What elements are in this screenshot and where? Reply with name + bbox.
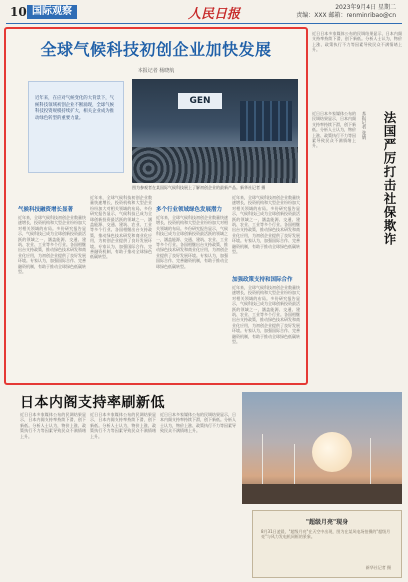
subhead-3: 加强政策支持和国际合作: [232, 277, 293, 283]
subhead-1: 气候科技融资增长显著: [18, 207, 74, 213]
sidebar-headline: 法国严厉打击社保欺诈: [382, 111, 397, 246]
newspaper-logo: 人民日报: [188, 7, 241, 22]
bottom-column-3: 近日日本多家媒体公布的民调结果显示，日本内阁支持率持续下滑，创下新低。分析人士认为，物价上涨、政策执行不力等因素导致民众不满情绪上升。: [160, 412, 236, 434]
photo-caption: 图为参观者在某国际气候科技展上了解初创企业的最新产品。新华社记者 摄: [132, 185, 266, 190]
photo-banner: GEN: [178, 93, 222, 109]
feature-column-1: 近年来，全球气候科技初创企业数量快速增长，投资机构和大型企业纷纷加大对相关领域的布局。多份研究报告显示，气候科技已成为全球创新投资最活跃的领域之一，涵盖能源、交通、建筑、农业、工业等多个行业。各国相继出台支持政策，推动绿色技术研发和商业化应用，为初创企业提供了良好发展环境。专家认为，加强国际合作、完善融资机制，有助于推动全球绿色低碳转型。: [18, 215, 86, 275]
feature-lead-box: 近年来，在应对气候变化的大背景下，气候科技领域初创企业不断涌现，全球气候科技投资规模持续扩大，相关企业成为推动绿色转型的重要力量。: [28, 81, 124, 173]
featured-article[interactable]: [4, 27, 308, 385]
subhead-2: 多个行业领域绿色发展潜力: [156, 207, 223, 213]
photo-caption-title: "超级月亮"现身: [305, 519, 349, 526]
moon: [312, 432, 352, 472]
masthead-meta: [296, 4, 396, 20]
section-tag: 国际观察: [27, 5, 77, 19]
supermoon-photo: [242, 392, 402, 504]
photo-crowd: [132, 147, 298, 183]
issue-date: 2023年9月4日 星期二: [335, 4, 396, 11]
wind-turbine-icon: [294, 444, 295, 488]
bottom-headline[interactable]: 日本内阁支持率刷新低: [20, 395, 165, 411]
solar-panel-display: [240, 101, 292, 141]
wind-turbine-icon: [262, 434, 263, 488]
sidebar-body-text: 近日日本多家媒体公布的民调结果显示，日本内阁支持率持续下滑，创下新低。分析人士认为，物价上涨、政策执行不力等因素导致民众不满情绪上升。: [312, 111, 356, 149]
photo-ground: [242, 484, 402, 504]
sidebar-byline: 本报记者 张婧: [361, 111, 366, 140]
feature-photo: [132, 79, 298, 183]
feature-column-3: 近年来，全球气候科技初创企业数量快速增长，投资机构和大型企业纷纷加大对相关领域的布局。多份研究报告显示，气候科技已成为全球创新投资最活跃的领域之一，涵盖能源、交通、建筑、农业、工业等多个行业。各国相继出台支持政策，推动绿色技术研发和商业化应用，为初创企业提供了良好发展环境。专家认为，加强国际合作、完善融资机制，有助于推动全球绿色低碳转型。: [156, 215, 228, 269]
sidebar-top-text: 近日日本多家媒体公布的民调结果显示，日本内阁支持率持续下滑，创下新低。分析人士认为，物价上涨、政策执行不力等因素导致民众不满情绪上升。: [312, 31, 402, 53]
wind-turbine-icon: [370, 438, 371, 488]
feature-column-2: 近年来，全球气候科技初创企业数量快速增长，投资机构和大型企业纷纷加大对相关领域的布局。多份研究报告显示，气候科技已成为全球创新投资最活跃的领域之一，涵盖能源、交通、建筑、农业、工业等多个行业。各国相继出台支持政策，推动绿色技术研发和商业化应用，为初创企业提供了良好发展环境。专家认为，加强国际合作、完善融资机制，有助于推动全球绿色低碳转型。: [90, 195, 152, 260]
photo-credit: 新华社记者 摄: [365, 565, 391, 570]
masthead: [0, 0, 408, 24]
feature-headline: 全球气候科技初创企业加快发展: [40, 40, 272, 59]
bottom-column-1: 近日日本多家媒体公布的民调结果显示，日本内阁支持率持续下滑，创下新低。分析人士认为，物价上涨、政策执行不力等因素导致民众不满情绪上升。: [20, 412, 86, 439]
feature-byline: 本报记者 杨晓航: [137, 68, 175, 74]
sidebar-article[interactable]: [312, 27, 404, 385]
feature-column-4b: 近年来，全球气候科技初创企业数量快速增长，投资机构和大型企业纷纷加大对相关领域的布局。多份研究报告显示，气候科技已成为全球创新投资最活跃的领域之一，涵盖能源、交通、建筑、农业、工业等多个行业。各国相继出台支持政策，推动绿色技术研发和商业化应用，为初创企业提供了良好发展环境。专家认为，加强国际合作、完善融资机制，有助于推动全球绿色低碳转型。: [232, 285, 300, 345]
header-rule: [6, 23, 402, 24]
bottom-column-2: 近日日本多家媒体公布的民调结果显示，日本内阁支持率持续下滑，创下新低。分析人士认为，物价上涨、政策执行不力等因素导致民众不满情绪上升。: [90, 412, 156, 439]
editor-line: 责编：XXX 邮箱：renminribao@cn: [296, 12, 396, 19]
photo-caption-text: 8月31日凌晨，"超级月亮"在天空中出现，图为在某风电场拍摄的"超级月亮"与风力发电机同框的景象。: [261, 529, 391, 540]
feature-column-4a: 近年来，全球气候科技初创企业数量快速增长，投资机构和大型企业纷纷加大对相关领域的布局。多份研究报告显示，气候科技已成为全球创新投资最活跃的领域之一，涵盖能源、交通、建筑、农业、工业等多个行业。各国相继出台支持政策，推动绿色技术研发和商业化应用，为初创企业提供了良好发展环境。专家认为，加强国际合作、完善融资机制，有助于推动全球绿色低碳转型。: [232, 195, 300, 255]
photo-caption-box: [252, 510, 402, 578]
page-number: 10: [10, 5, 27, 19]
